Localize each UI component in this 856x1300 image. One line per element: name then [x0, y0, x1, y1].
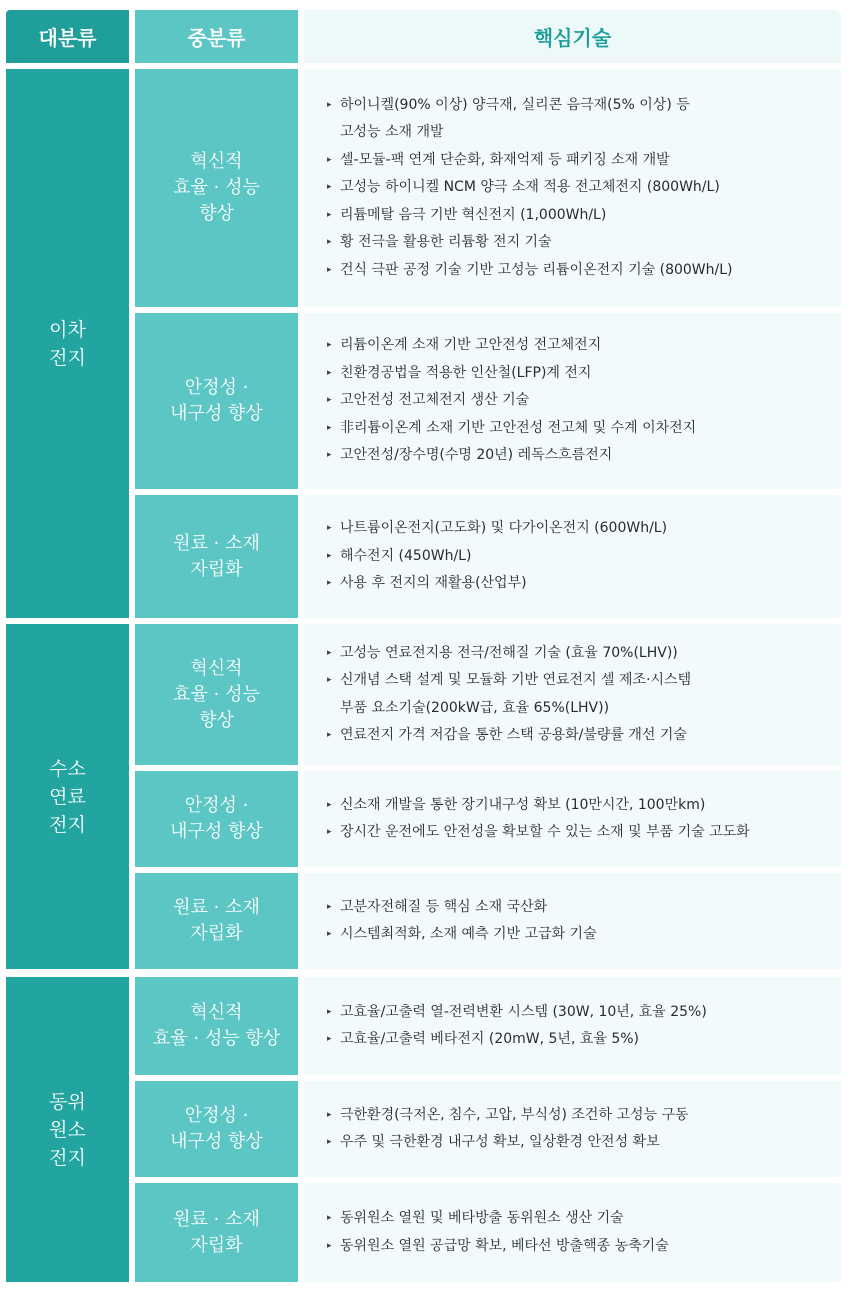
core-technology-text: 친환경공법을 적용한 인산철(LFP)계 전지 — [340, 364, 592, 381]
bullet-triangle-icon: ▸ — [327, 99, 332, 110]
core-technology-text: 非리튬이온계 소재 기반 고안전성 전고체 및 수계 이차전지 — [340, 419, 697, 436]
core-technology-text: 리튬메탈 음극 기반 혁신전지 (1,000Wh/L) — [340, 206, 607, 223]
core-technology-text: 우주 및 극한환경 내구성 확보, 일상환경 안전성 확보 — [340, 1134, 660, 1150]
header-major-category: 대분류 — [6, 10, 129, 63]
core-technology-text: 연료전지 가격 저감을 통한 스택 공용화/불량률 개선 기술 — [340, 727, 687, 743]
core-technology-item — [327, 332, 831, 360]
core-technology-item — [327, 667, 831, 695]
core-technology-item — [327, 999, 831, 1027]
core-technology-text: 고성능 연료전지용 전극/전해질 기술 (효율 70%(LHV)) — [340, 644, 678, 661]
core-technology-text: 고성능 하이니켈 NCM 양극 소재 적용 전고체전지 (800Wh/L) — [340, 179, 720, 196]
mid-category: 안정성 · 내구성 향상 — [135, 313, 298, 489]
mid-category: 혁신적 효율 · 성능 향상 — [135, 69, 298, 307]
bullet-triangle-icon: ▸ — [327, 675, 332, 685]
core-technology-text: 시스템최적화, 소재 예측 기반 고급화 기술 — [340, 926, 597, 942]
core-technology-item — [327, 894, 831, 922]
header-core-technology: 핵심기술 — [304, 10, 841, 63]
bullet-triangle-icon: ▸ — [327, 450, 332, 461]
core-technology-item — [327, 442, 831, 470]
bullet-triangle-icon: ▸ — [327, 209, 332, 220]
core-technology-item — [327, 1129, 831, 1157]
mid-category: 혁신적 효율 · 성능 향상 — [135, 977, 298, 1075]
core-technology-item — [327, 819, 831, 847]
core-technology-item — [327, 360, 831, 388]
bullet-triangle-icon: ▸ — [327, 929, 332, 939]
core-technology-item — [327, 1102, 831, 1130]
core-technology-text: 고안전성/장수명(수명 20년) 레독스흐름전지 — [340, 447, 613, 464]
core-technology-item — [327, 640, 831, 668]
core-technology-item — [327, 147, 831, 175]
mid-category: 안정성 · 내구성 향상 — [135, 1081, 298, 1177]
core-technology-text: 고효율/고출력 열-전력변환 시스템 (30W, 10년, 효율 25%) — [340, 1003, 707, 1020]
major-category-secondary-battery: 이차 전지 — [6, 69, 129, 618]
bullet-triangle-icon: ▸ — [327, 827, 332, 837]
mid-category: 원료 · 소재 자립화 — [135, 495, 298, 618]
core-technology-cell — [304, 624, 841, 765]
bullet-triangle-icon: ▸ — [327, 1240, 332, 1251]
core-technology-item — [340, 695, 831, 723]
core-technology-text: 황 전극을 활용한 리튬황 전지 기술 — [340, 234, 552, 251]
bullet-triangle-icon: ▸ — [327, 340, 332, 351]
bullet-triangle-icon: ▸ — [327, 367, 332, 378]
core-technology-item — [327, 1233, 831, 1261]
core-technology-item — [327, 174, 831, 202]
core-technology-item — [327, 92, 831, 120]
bullet-triangle-icon: ▸ — [327, 1137, 332, 1147]
core-technology-text: 극한환경(극저온, 침수, 고압, 부식성) 조건하 고성능 구동 — [340, 1106, 689, 1123]
major-category-hydrogen-fuel-cell: 수소 연료 전지 — [6, 624, 129, 969]
bullet-triangle-icon: ▸ — [327, 578, 332, 589]
mid-category: 원료 · 소재 자립화 — [135, 1183, 298, 1282]
bullet-triangle-icon: ▸ — [327, 730, 332, 740]
bullet-triangle-icon: ▸ — [327, 264, 332, 275]
core-technology-text: 신소재 개발을 통한 장기내구성 확보 (10만시간, 100만km) — [340, 796, 706, 813]
core-technology-text: 셀-모듈-팩 연계 단순화, 화재억제 등 패키징 소재 개발 — [340, 151, 670, 168]
bullet-triangle-icon: ▸ — [327, 182, 332, 193]
core-technology-item — [327, 543, 831, 571]
core-technology-item — [327, 1026, 831, 1054]
core-technology-item — [327, 257, 831, 285]
core-technology-cell — [304, 771, 841, 867]
core-technology-cell — [304, 495, 841, 618]
core-technology-text: 부품 요소기술(200kW급, 효율 65%(LHV)) — [340, 699, 610, 716]
bullet-triangle-icon: ▸ — [327, 550, 332, 561]
core-technology-text: 리튬이온계 소재 기반 고안전성 전고체전지 — [340, 337, 602, 354]
bullet-triangle-icon: ▸ — [327, 154, 332, 165]
core-technology-item — [327, 921, 831, 949]
core-technology-item — [327, 792, 831, 820]
core-technology-text: 고안전성 전고체전지 생산 기술 — [340, 392, 530, 409]
core-technology-item — [327, 387, 831, 415]
core-technology-cell — [304, 1081, 841, 1177]
core-technology-cell — [304, 69, 841, 307]
core-technology-item — [327, 415, 831, 443]
mid-category: 안정성 · 내구성 향상 — [135, 771, 298, 867]
mid-category: 원료 · 소재 자립화 — [135, 873, 298, 969]
mid-category: 혁신적 효율 · 성능 향상 — [135, 624, 298, 765]
bullet-triangle-icon: ▸ — [327, 395, 332, 406]
core-technology-item — [327, 1205, 831, 1233]
core-technology-text: 동위원소 열원 및 베타방출 동위원소 생산 기술 — [340, 1210, 624, 1226]
bullet-triangle-icon: ▸ — [327, 523, 332, 534]
core-technology-item — [327, 202, 831, 230]
core-technology-text: 고효율/고출력 베타전지 (20mW, 5년, 효율 5%) — [340, 1031, 640, 1047]
core-technology-text: 동위원소 열원 공급망 확보, 베타선 방출핵종 농축기술 — [340, 1237, 669, 1254]
core-technology-text: 나트륨이온전지(고도화) 및 다가이온전지 (600Wh/L) — [340, 520, 668, 537]
core-technology-text: 신개념 스택 설계 및 모듈화 기반 연료전지 셀 제조·시스템 — [340, 672, 692, 688]
core-technology-item — [327, 570, 831, 598]
bullet-triangle-icon: ▸ — [327, 1006, 332, 1017]
bullet-triangle-icon: ▸ — [327, 1034, 332, 1044]
core-technology-text: 하이니켈(90% 이상) 양극재, 실리콘 음극재(5% 이상) 등 — [340, 96, 690, 113]
core-technology-text: 고분자전해질 등 핵심 소재 국산화 — [340, 898, 548, 915]
bullet-triangle-icon: ▸ — [327, 1213, 332, 1223]
core-technology-cell — [304, 1183, 841, 1282]
bullet-triangle-icon: ▸ — [327, 237, 332, 248]
bullet-triangle-icon: ▸ — [327, 799, 332, 810]
core-technology-item — [340, 119, 831, 147]
major-category-radioisotope-battery: 동위 원소 전지 — [6, 977, 129, 1282]
core-technology-text: 고성능 소재 개발 — [340, 124, 444, 141]
core-technology-item — [327, 515, 831, 543]
core-technology-text: 건식 극판 공정 기술 기반 고성능 리튬이온전지 기술 (800Wh/L) — [340, 261, 733, 278]
core-technology-cell — [304, 977, 841, 1075]
bullet-triangle-icon: ▸ — [327, 901, 332, 912]
core-technology-cell — [304, 313, 841, 489]
core-technology-text: 사용 후 전지의 재활용(산업부) — [340, 575, 527, 592]
bullet-triangle-icon: ▸ — [327, 422, 332, 433]
header-mid-category: 중분류 — [135, 10, 298, 63]
core-technology-text: 장시간 운전에도 안전성을 확보할 수 있는 소재 및 부품 기술 고도화 — [340, 824, 750, 840]
core-technology-cell — [304, 873, 841, 969]
bullet-triangle-icon: ▸ — [327, 647, 332, 658]
core-technology-item — [327, 229, 831, 257]
core-technology-item — [327, 722, 831, 750]
core-technology-text: 해수전지 (450Wh/L) — [340, 547, 472, 564]
bullet-triangle-icon: ▸ — [327, 1109, 332, 1120]
